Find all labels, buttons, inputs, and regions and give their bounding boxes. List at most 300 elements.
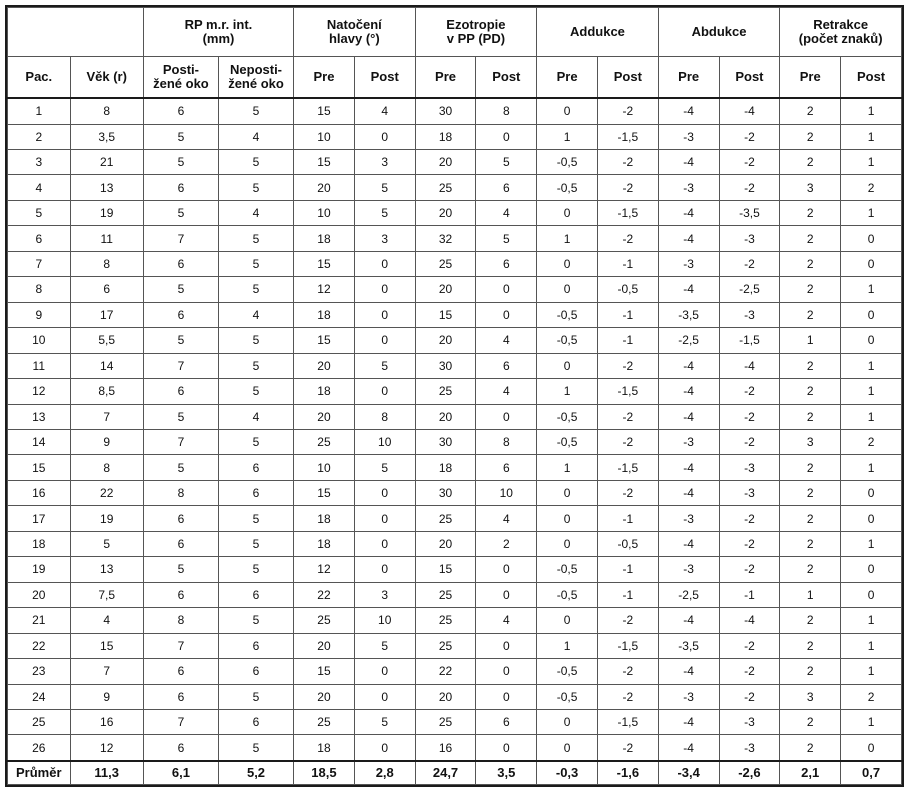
table-cell: 11 — [70, 226, 143, 251]
table-cell: 18 — [294, 379, 355, 404]
table-cell: 20 — [294, 175, 355, 200]
table-cell: 2 — [780, 506, 841, 531]
table-cell: 9 — [70, 684, 143, 709]
table-cell: 8 — [8, 277, 71, 302]
table-cell: 30 — [415, 98, 476, 124]
table-cell: 7 — [70, 404, 143, 429]
table-cell: -4 — [658, 98, 719, 124]
table-cell: 0 — [841, 302, 902, 327]
table-cell: 0 — [354, 328, 415, 353]
table-cell: 3 — [354, 150, 415, 175]
table-cell: 0 — [476, 124, 537, 149]
table-cell: 25 — [415, 506, 476, 531]
table-cell: 0 — [537, 480, 598, 505]
table-cell: -4 — [658, 608, 719, 633]
table-cell: 0 — [841, 557, 902, 582]
table-cell: 26 — [8, 735, 71, 761]
table-cell: 0 — [537, 98, 598, 124]
table-cell: 1 — [841, 531, 902, 556]
table-cell: 6 — [476, 353, 537, 378]
table-cell: 6 — [218, 455, 293, 480]
table-cell: -2 — [597, 226, 658, 251]
table-cell: 17 — [8, 506, 71, 531]
summary-cell: 18,5 — [294, 761, 355, 785]
table-row — [8, 98, 902, 124]
table-cell: 5,5 — [70, 328, 143, 353]
table-cell: -2 — [597, 608, 658, 633]
table-cell: 4 — [8, 175, 71, 200]
table-cell: 0 — [841, 506, 902, 531]
table-row — [8, 150, 902, 175]
group-header-rp: RP m.r. int. (mm) — [143, 8, 293, 57]
table-cell: 2 — [780, 531, 841, 556]
table-cell: 0 — [537, 353, 598, 378]
table-cell: 5 — [218, 328, 293, 353]
summary-cell: 0,7 — [841, 761, 902, 785]
table-cell: -1,5 — [597, 379, 658, 404]
table-cell: 2 — [841, 429, 902, 454]
table-cell: 21 — [8, 608, 71, 633]
table-cell: -1,5 — [597, 709, 658, 734]
table-cell: 6 — [143, 302, 218, 327]
table-cell: -2 — [719, 429, 780, 454]
table-cell: 0 — [354, 506, 415, 531]
table-cell: 14 — [70, 353, 143, 378]
table-cell: 7 — [8, 251, 71, 276]
table-cell: -3 — [719, 302, 780, 327]
table-cell: 5 — [218, 506, 293, 531]
table-row — [8, 429, 902, 454]
table-row — [8, 608, 902, 633]
table-cell: 4 — [218, 404, 293, 429]
table-cell: -1,5 — [597, 124, 658, 149]
table-cell: 22 — [70, 480, 143, 505]
table-cell: 9 — [70, 429, 143, 454]
table-cell: 20 — [415, 404, 476, 429]
table-cell: 15 — [294, 150, 355, 175]
table-cell: -4 — [658, 379, 719, 404]
table-cell: 4 — [218, 124, 293, 149]
table-frame — [5, 5, 904, 787]
table-cell: 0 — [476, 735, 537, 761]
table-cell: 5 — [218, 353, 293, 378]
table-cell: -0,5 — [537, 404, 598, 429]
table-cell: 16 — [415, 735, 476, 761]
table-cell: 8 — [70, 251, 143, 276]
table-cell: 7 — [143, 709, 218, 734]
table-cell: 12 — [8, 379, 71, 404]
table-cell: -2 — [597, 480, 658, 505]
column-header-row — [8, 57, 902, 99]
column-header: Pre — [294, 57, 355, 99]
summary-cell: 6,1 — [143, 761, 218, 785]
table-cell: 2 — [780, 404, 841, 429]
table-cell: 0 — [476, 404, 537, 429]
table-cell: -2 — [597, 175, 658, 200]
table-cell: 3 — [780, 684, 841, 709]
table-cell: 12 — [294, 557, 355, 582]
table-cell: 8 — [354, 404, 415, 429]
table-cell: 2 — [841, 175, 902, 200]
table-cell: 5 — [143, 200, 218, 225]
table-cell: -3 — [719, 735, 780, 761]
table-cell: 4 — [218, 302, 293, 327]
table-row — [8, 200, 902, 225]
table-cell: 2 — [780, 251, 841, 276]
summary-cell: 2,8 — [354, 761, 415, 785]
table-cell: 5 — [218, 98, 293, 124]
table-row — [8, 582, 902, 607]
table-row — [8, 226, 902, 251]
table-cell: 6 — [143, 506, 218, 531]
table-cell: 20 — [294, 633, 355, 658]
table-cell: 2 — [780, 379, 841, 404]
table-cell: 7 — [143, 429, 218, 454]
table-cell: -1 — [597, 302, 658, 327]
table-cell: 12 — [70, 735, 143, 761]
column-header: Post — [476, 57, 537, 99]
table-cell: -3 — [658, 429, 719, 454]
table-cell: -2 — [719, 379, 780, 404]
table-cell: 24 — [8, 684, 71, 709]
table-cell: 0 — [354, 684, 415, 709]
table-cell: 1 — [841, 633, 902, 658]
table-cell: 10 — [294, 455, 355, 480]
column-header: Post — [841, 57, 902, 99]
table-cell: 2 — [780, 150, 841, 175]
table-cell: 2 — [780, 735, 841, 761]
table-cell: 25 — [294, 608, 355, 633]
table-cell: 6 — [218, 709, 293, 734]
table-cell: 8 — [70, 98, 143, 124]
table-cell: 2 — [780, 608, 841, 633]
table-cell: 6 — [218, 659, 293, 684]
table-cell: 0 — [841, 251, 902, 276]
table-cell: 18 — [415, 124, 476, 149]
table-cell: 25 — [415, 175, 476, 200]
table-cell: 3 — [780, 175, 841, 200]
table-cell: 2 — [8, 124, 71, 149]
table-cell: 15 — [415, 557, 476, 582]
table-cell: -4 — [658, 480, 719, 505]
table-cell: 18 — [294, 226, 355, 251]
group-header-blank — [8, 8, 144, 57]
table-cell: 3 — [8, 150, 71, 175]
table-cell: 15 — [294, 98, 355, 124]
summary-cell: 3,5 — [476, 761, 537, 785]
table-cell: 22 — [294, 582, 355, 607]
table-cell: 1 — [537, 455, 598, 480]
table-cell: 4 — [476, 328, 537, 353]
table-cell: 2 — [841, 684, 902, 709]
table-cell: 0 — [841, 226, 902, 251]
table-cell: 13 — [70, 557, 143, 582]
table-cell: 6 — [70, 277, 143, 302]
table-cell: 15 — [8, 455, 71, 480]
table-cell: 10 — [476, 480, 537, 505]
table-cell: -0,5 — [537, 557, 598, 582]
table-cell: 5 — [218, 150, 293, 175]
table-cell: 20 — [415, 277, 476, 302]
table-cell: 15 — [294, 659, 355, 684]
summary-cell: 24,7 — [415, 761, 476, 785]
table-cell: -2,5 — [658, 328, 719, 353]
table-cell: 30 — [415, 429, 476, 454]
table-cell: 6 — [143, 659, 218, 684]
table-cell: -2 — [719, 506, 780, 531]
table-cell: 32 — [415, 226, 476, 251]
table-cell: -2 — [597, 659, 658, 684]
table-cell: -3 — [719, 455, 780, 480]
table-cell: -4 — [658, 226, 719, 251]
table-cell: 5 — [143, 404, 218, 429]
table-cell: -3 — [719, 709, 780, 734]
table-cell: -3 — [658, 557, 719, 582]
table-cell: 15 — [415, 302, 476, 327]
column-header: Post — [597, 57, 658, 99]
table-cell: 6 — [476, 175, 537, 200]
table-cell: 0 — [476, 277, 537, 302]
table-cell: 20 — [415, 150, 476, 175]
table-cell: -3 — [658, 506, 719, 531]
table-cell: 20 — [415, 328, 476, 353]
table-cell: 5 — [218, 608, 293, 633]
table-cell: 6 — [218, 582, 293, 607]
table-cell: 6 — [476, 455, 537, 480]
table-cell: 15 — [294, 328, 355, 353]
table-cell: 2 — [780, 226, 841, 251]
table-cell: -2 — [719, 251, 780, 276]
table-cell: 21 — [70, 150, 143, 175]
table-cell: 25 — [294, 709, 355, 734]
table-cell: 15 — [294, 480, 355, 505]
group-header-abduction: Abdukce — [658, 8, 780, 57]
table-cell: -1 — [597, 582, 658, 607]
table-cell: -3 — [658, 175, 719, 200]
table-cell: 1 — [537, 226, 598, 251]
group-header-head-turn: Natočení hlavy (°) — [294, 8, 416, 57]
table-cell: 5 — [354, 200, 415, 225]
table-cell: -0,5 — [537, 684, 598, 709]
table-cell: -2 — [719, 659, 780, 684]
table-cell: 18 — [294, 506, 355, 531]
table-cell: 1 — [841, 379, 902, 404]
table-cell: 1 — [780, 582, 841, 607]
table-cell: 0 — [354, 379, 415, 404]
table-cell: -1,5 — [719, 328, 780, 353]
table-cell: 2 — [780, 200, 841, 225]
table-cell: 6 — [218, 480, 293, 505]
table-cell: -2 — [597, 150, 658, 175]
table-cell: -4 — [658, 353, 719, 378]
table-cell: 5 — [218, 379, 293, 404]
table-cell: 4 — [218, 200, 293, 225]
table-cell: 5 — [143, 455, 218, 480]
table-cell: 0 — [841, 328, 902, 353]
table-cell: 5 — [354, 455, 415, 480]
table-cell: 20 — [8, 582, 71, 607]
table-row — [8, 251, 902, 276]
table-cell: 7 — [70, 659, 143, 684]
table-cell: -0,5 — [537, 328, 598, 353]
table-cell: 5 — [354, 353, 415, 378]
table-row — [8, 175, 902, 200]
table-row — [8, 659, 902, 684]
table-cell: -1 — [719, 582, 780, 607]
table-cell: 5 — [476, 150, 537, 175]
table-cell: 5 — [218, 175, 293, 200]
table-row — [8, 455, 902, 480]
table-cell: 22 — [415, 659, 476, 684]
table-cell: 1 — [841, 659, 902, 684]
table-cell: 9 — [8, 302, 71, 327]
table-cell: 0 — [354, 531, 415, 556]
table-cell: 2 — [780, 709, 841, 734]
column-header: Pre — [780, 57, 841, 99]
table-cell: -1,5 — [597, 455, 658, 480]
table-cell: 0 — [841, 582, 902, 607]
table-cell: 1 — [841, 709, 902, 734]
table-cell: 0 — [354, 277, 415, 302]
table-cell: 6 — [143, 175, 218, 200]
group-header-row — [8, 8, 902, 57]
table-cell: -1,5 — [597, 633, 658, 658]
table-row — [8, 379, 902, 404]
group-header-retraction: Retrakce (počet znaků) — [780, 8, 902, 57]
table-cell: -4 — [658, 277, 719, 302]
table-cell: 3 — [354, 582, 415, 607]
table-cell: -2 — [719, 404, 780, 429]
summary-cell: -3,4 — [658, 761, 719, 785]
table-row — [8, 302, 902, 327]
table-cell: -1 — [597, 557, 658, 582]
table-cell: 18 — [294, 531, 355, 556]
table-cell: 23 — [8, 659, 71, 684]
table-cell: 2 — [780, 659, 841, 684]
table-cell: 4 — [354, 98, 415, 124]
table-cell: 7 — [143, 226, 218, 251]
table-cell: -0,5 — [597, 277, 658, 302]
table-cell: -3 — [719, 480, 780, 505]
table-cell: 14 — [8, 429, 71, 454]
table-cell: 0 — [354, 480, 415, 505]
table-cell: 5 — [143, 328, 218, 353]
table-cell: -2 — [597, 735, 658, 761]
table-cell: -4 — [658, 200, 719, 225]
table-cell: -4 — [658, 531, 719, 556]
table-cell: 25 — [294, 429, 355, 454]
table-cell: 6 — [143, 531, 218, 556]
table-cell: -0,5 — [597, 531, 658, 556]
table-cell: 10 — [294, 124, 355, 149]
table-cell: 4 — [476, 608, 537, 633]
table-cell: 6 — [143, 98, 218, 124]
table-cell: -2 — [597, 98, 658, 124]
table-cell: 8,5 — [70, 379, 143, 404]
table-cell: 6 — [218, 633, 293, 658]
table-cell: -2 — [597, 429, 658, 454]
table-cell: 25 — [415, 251, 476, 276]
table-cell: 2 — [780, 353, 841, 378]
table-cell: 6 — [476, 709, 537, 734]
table-cell: 6 — [143, 582, 218, 607]
table-cell: 5 — [354, 633, 415, 658]
table-cell: 1 — [537, 633, 598, 658]
table-row — [8, 633, 902, 658]
table-cell: 7 — [143, 353, 218, 378]
table-cell: -2 — [719, 150, 780, 175]
table-cell: 0 — [841, 480, 902, 505]
table-cell: -2 — [719, 531, 780, 556]
table-cell: 25 — [415, 709, 476, 734]
table-cell: 3 — [354, 226, 415, 251]
table-cell: -3,5 — [658, 302, 719, 327]
table-cell: 19 — [70, 506, 143, 531]
table-cell: 10 — [8, 328, 71, 353]
table-cell: 5 — [143, 277, 218, 302]
table-cell: 25 — [415, 608, 476, 633]
table-cell: -3 — [719, 226, 780, 251]
table-cell: 1 — [841, 404, 902, 429]
summary-cell: -0,3 — [537, 761, 598, 785]
table-cell: -2,5 — [658, 582, 719, 607]
table-cell: 6 — [143, 735, 218, 761]
table-cell: -2 — [719, 557, 780, 582]
table-cell: 10 — [354, 608, 415, 633]
table-cell: -1,5 — [597, 200, 658, 225]
table-cell: 3 — [780, 429, 841, 454]
table-cell: 18 — [415, 455, 476, 480]
table-cell: 5 — [218, 429, 293, 454]
summary-cell: 5,2 — [218, 761, 293, 785]
table-cell: 19 — [70, 200, 143, 225]
table-cell: 1 — [841, 353, 902, 378]
table-cell: 5 — [354, 709, 415, 734]
column-header: Post — [719, 57, 780, 99]
table-cell: 20 — [415, 200, 476, 225]
table-cell: 11 — [8, 353, 71, 378]
table-cell: 12 — [294, 277, 355, 302]
table-cell: 0 — [476, 302, 537, 327]
table-cell: 5 — [218, 557, 293, 582]
table-cell: 6 — [476, 251, 537, 276]
table-cell: 1 — [841, 124, 902, 149]
table-cell: 7,5 — [70, 582, 143, 607]
table-cell: 1 — [841, 200, 902, 225]
table-row — [8, 353, 902, 378]
table-row — [8, 506, 902, 531]
table-cell: 13 — [70, 175, 143, 200]
table-cell: 2 — [780, 455, 841, 480]
table-cell: -4 — [658, 404, 719, 429]
table-cell: -4 — [719, 353, 780, 378]
table-cell: 0 — [476, 557, 537, 582]
table-cell: 0 — [476, 659, 537, 684]
summary-label: Průměr — [8, 761, 71, 785]
table-cell: 10 — [354, 429, 415, 454]
table-cell: 25 — [415, 379, 476, 404]
table-cell: 0 — [537, 277, 598, 302]
table-cell: 17 — [70, 302, 143, 327]
table-cell: 18 — [8, 531, 71, 556]
table-cell: 25 — [415, 633, 476, 658]
table-cell: -3 — [658, 684, 719, 709]
table-cell: 0 — [354, 735, 415, 761]
table-cell: 13 — [8, 404, 71, 429]
table-cell: 20 — [415, 684, 476, 709]
table-body — [8, 98, 902, 761]
table-cell: 3,5 — [70, 124, 143, 149]
